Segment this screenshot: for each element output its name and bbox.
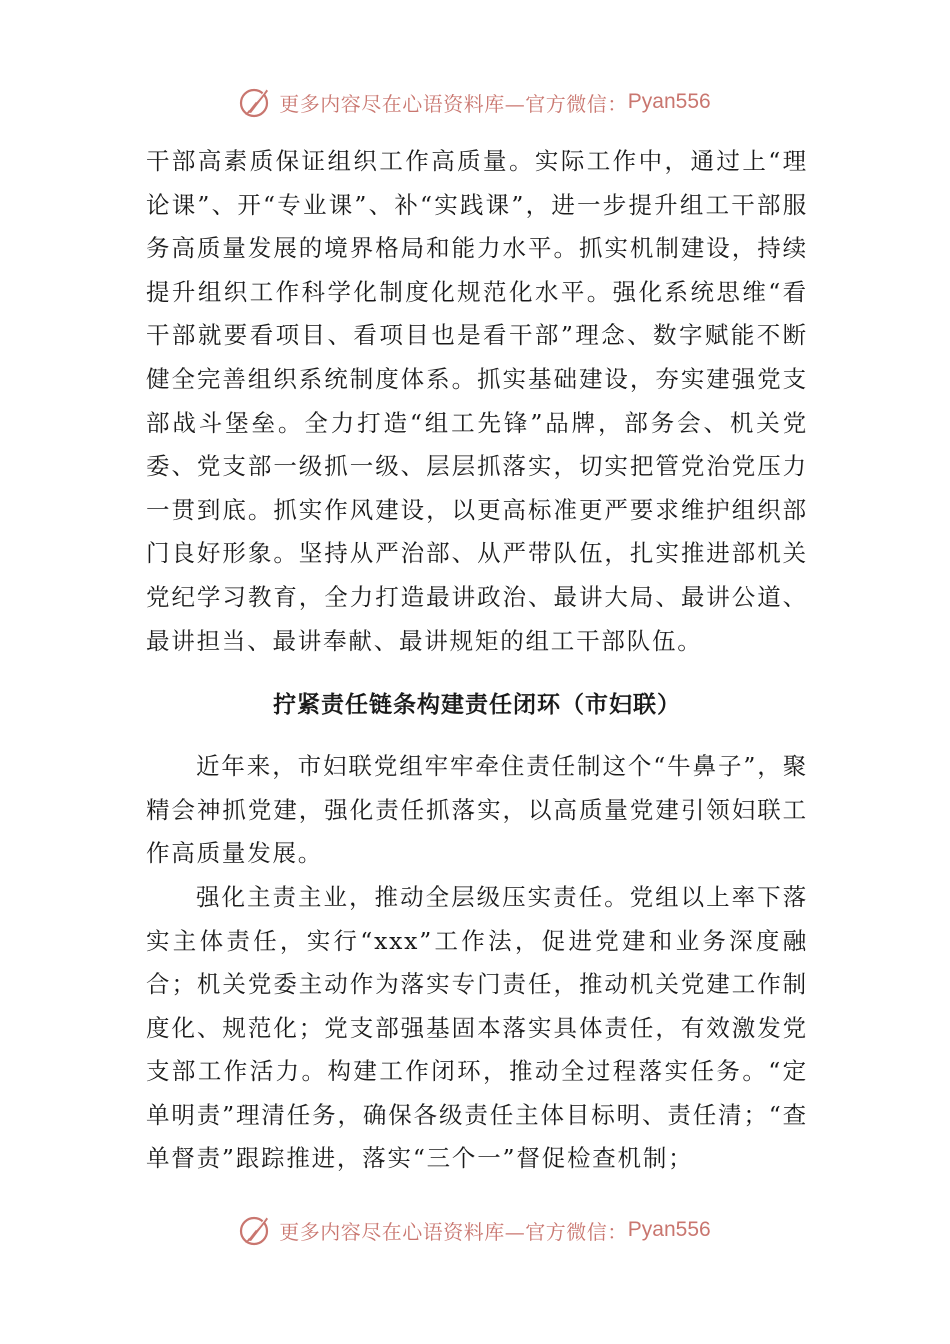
paragraph-intro: 近年来，市妇联党组牢牢牵住责任制这个“牛鼻子”，聚精会神抓党建，强化责任抓落实，以高质量党建引领妇联工作高质量发展。: [146, 752, 808, 868]
header-banner-id: Pyan556: [627, 90, 711, 113]
paragraph-body: 强化主责主业，推动全层级压实责任。党组以上率下落实主体责任，实行“xxx”工作法，促进党建和业务深度融合；机关党委主动作为落实专门责任，推动机关党建工作制度化、规范化；党支部强基固本落实具体责任，有效激发党支部工作活力。构建工作闭环，推动全过程落实任务。“定单明责”理清任务，确保各级责任主体目标明、责任清；“查单督责”跟踪推进，落实“三个一”督促检查机制；: [146, 882, 808, 1173]
paragraph-continued: 干部高素质保证组织工作高质量。实际工作中，通过上“理论课”、开“专业课”、补“实践课”，进一步提升组工干部服务高质量发展的境界格局和能力水平。抓实机制建设，持续提升组织工作科学化制度化规范化水平。强化系统思维“看干部就要看项目、看项目也是看干部”理念、数字赋能不断健全完善组织系统制度体系。抓实基础建设，夯实建强党支部战斗堡垒。全力打造“组工先锋”品牌，部务会、机关党委、党支部一级抓一级、层层抓落实，切实把管党治党压力一贯到底。抓实作风建设，以更高标准更严要求维护组织部门良好形象。坚持从严治部、从严带队伍，扎实推进部机关党纪学习教育，全力打造最讲政治、最讲大局、最讲公道、最讲担当、最讲奉献、最讲规矩的组工干部队伍。: [146, 147, 808, 655]
footer-banner: [0, 1208, 950, 1252]
document-page: [146, 140, 808, 1181]
quill-pen-logo-icon: [239, 1213, 273, 1247]
footer-banner-id: Pyan556: [627, 1218, 711, 1241]
header-banner: [0, 80, 950, 124]
footer-banner-text: 更多内容尽在心语资料库—官方微信：: [279, 1219, 628, 1244]
header-banner-text: 更多内容尽在心语资料库—官方微信：: [279, 91, 628, 116]
quill-pen-logo-icon: [239, 85, 273, 119]
section-heading: 拧紧责任链条构建责任闭环（市妇联）: [273, 692, 681, 719]
